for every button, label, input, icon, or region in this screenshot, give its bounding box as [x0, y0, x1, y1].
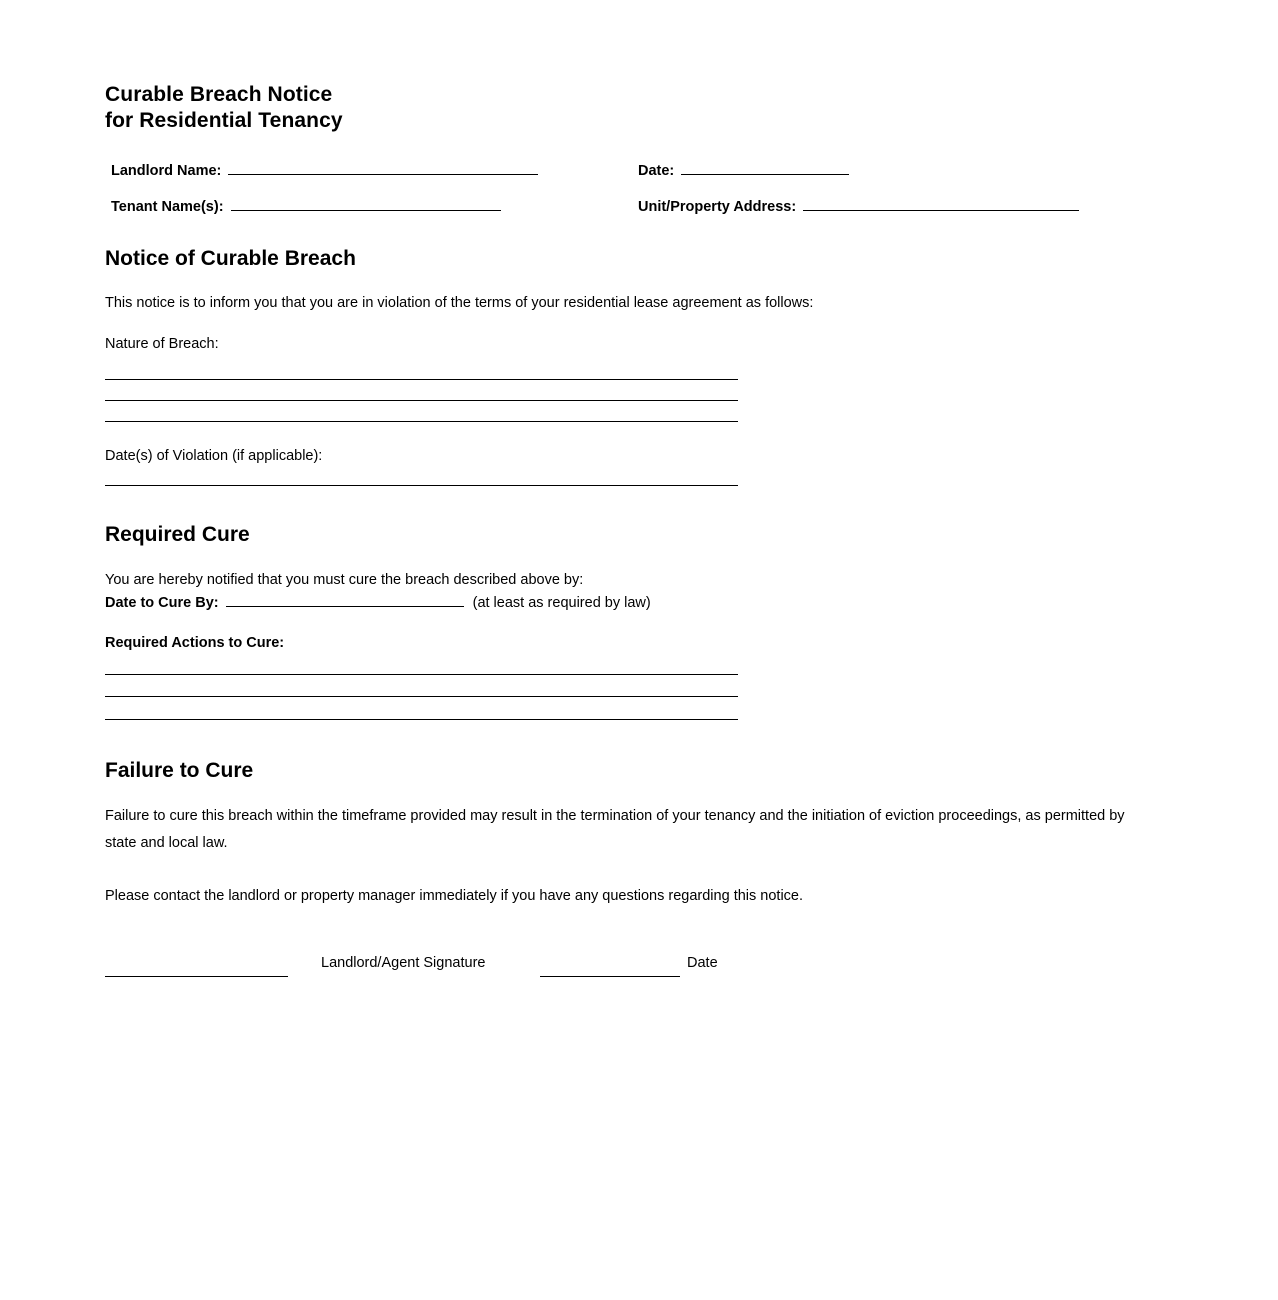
signature-date-caption: Date — [687, 955, 718, 971]
violation-dates-label: Date(s) of Violation (if applicable): — [105, 448, 323, 464]
notice-section-heading: Notice of Curable Breach — [105, 247, 356, 270]
notice-date-input[interactable] — [681, 160, 849, 175]
nature-of-breach-input-line-2[interactable] — [105, 400, 738, 401]
header-fields-row-1 — [111, 160, 1171, 182]
property-address-field[interactable] — [638, 196, 1079, 217]
document-title — [105, 82, 343, 134]
failure-to-cure-paragraph-1: Failure to cure this breach within the timeframe provided may result in the termination of your tenancy and the initiation of eviction proceedings, as permitted by state and local law. — [105, 808, 1125, 851]
property-address-label: Unit/Property Address: — [638, 199, 797, 215]
landlord-signature-caption: Landlord/Agent Signature — [321, 955, 486, 971]
landlord-name-label: Landlord Name: — [111, 163, 222, 179]
required-cure-intro-text: You are hereby notified that you must cure the breach described above by: — [105, 572, 584, 588]
tenant-names-label: Tenant Name(s): — [111, 199, 224, 215]
header-fields-row-2 — [111, 196, 1171, 218]
failure-to-cure-paragraph-2: Please contact the landlord or property manager immediately if you have any questions regarding this notice. — [105, 888, 804, 904]
notice-intro-text: This notice is to inform you that you are in violation of the terms of your residential lease agreement as follows: — [105, 295, 814, 311]
tenant-names-input[interactable] — [231, 196, 501, 211]
tenant-names-field[interactable] — [111, 196, 501, 217]
document-title-line-2: for Residential Tenancy — [105, 109, 343, 132]
date-to-cure-field[interactable] — [105, 592, 651, 614]
required-actions-label: Required Actions to Cure: — [105, 635, 285, 651]
landlord-signature-input[interactable] — [105, 976, 288, 977]
required-actions-input-line-3[interactable] — [105, 719, 738, 720]
nature-of-breach-label: Nature of Breach: — [105, 336, 219, 352]
date-to-cure-note: (at least as required by law) — [472, 595, 651, 611]
signature-block — [105, 950, 805, 990]
required-actions-input-line-2[interactable] — [105, 696, 738, 697]
document-title-line-1: Curable Breach Notice — [105, 83, 333, 106]
signature-date-input[interactable] — [540, 976, 680, 977]
landlord-name-field[interactable] — [111, 160, 538, 181]
notice-date-field[interactable] — [638, 160, 849, 181]
required-cure-section-heading: Required Cure — [105, 523, 250, 546]
failure-to-cure-section-heading: Failure to Cure — [105, 759, 254, 782]
nature-of-breach-input-line-1[interactable] — [105, 379, 738, 380]
nature-of-breach-input-line-3[interactable] — [105, 421, 738, 422]
notice-date-label: Date: — [638, 163, 675, 179]
violation-dates-input-line[interactable] — [105, 485, 738, 486]
required-actions-input-line-1[interactable] — [105, 674, 738, 675]
landlord-name-input[interactable] — [228, 160, 538, 175]
date-to-cure-label: Date to Cure By: — [105, 595, 219, 611]
date-to-cure-input[interactable] — [226, 592, 464, 607]
property-address-input[interactable] — [803, 196, 1079, 211]
